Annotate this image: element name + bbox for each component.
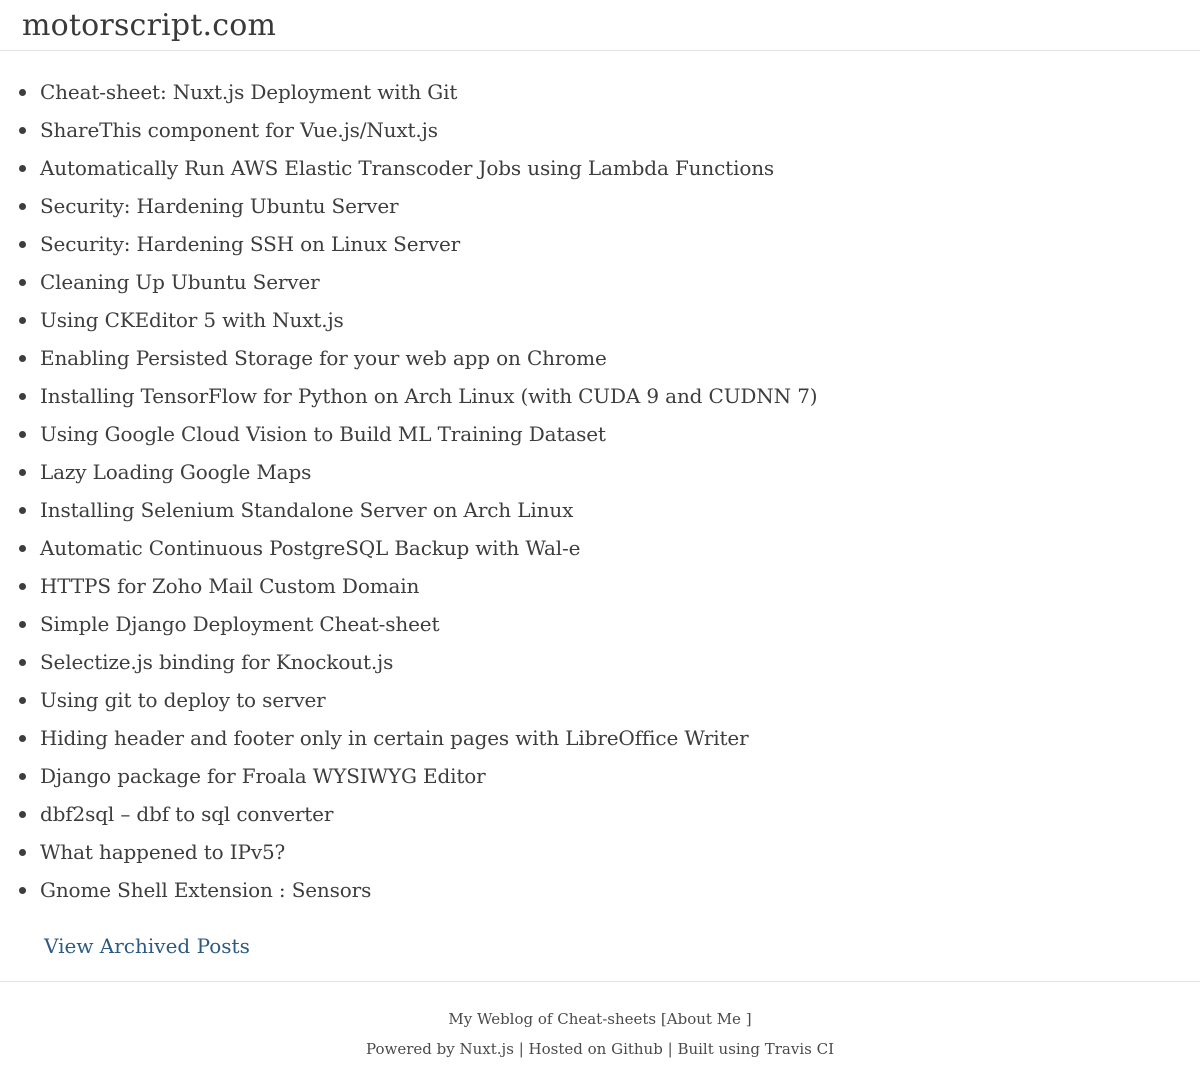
post-list-item	[0, 73, 1200, 111]
powered-by-text: Powered by	[366, 1040, 455, 1058]
bullet-icon	[19, 887, 26, 894]
bullet-icon	[19, 241, 26, 248]
post-list-item	[0, 757, 1200, 795]
bullet-icon	[19, 659, 26, 666]
post-list-item	[0, 871, 1200, 909]
post-link[interactable]: ShareThis component for Vue.js/Nuxt.js	[40, 118, 438, 142]
post-list-item	[0, 491, 1200, 529]
post-link[interactable]: HTTPS for Zoho Mail Custom Domain	[40, 574, 420, 598]
bullet-icon	[19, 811, 26, 818]
post-link[interactable]: dbf2sql – dbf to sql converter	[40, 802, 334, 826]
bullet-icon	[19, 203, 26, 210]
site-footer	[0, 981, 1200, 1086]
nuxtjs-link[interactable]: Nuxt.js	[459, 1040, 514, 1058]
bullet-icon	[19, 849, 26, 856]
post-list-item	[0, 453, 1200, 491]
post-link[interactable]: Automatic Continuous PostgreSQL Backup with Wal-e	[40, 536, 581, 560]
footer-credits-line	[0, 1038, 1200, 1060]
bullet-icon	[19, 621, 26, 628]
post-list-item	[0, 339, 1200, 377]
bullet-icon	[19, 773, 26, 780]
post-link[interactable]: Installing Selenium Standalone Server on Arch Linux	[40, 498, 574, 522]
bullet-icon	[19, 545, 26, 552]
post-link[interactable]: Selectize.js binding for Knockout.js	[40, 650, 394, 674]
post-list-item	[0, 795, 1200, 833]
post-link[interactable]: Hiding header and footer only in certain pages with LibreOffice Writer	[40, 726, 749, 750]
bullet-icon	[19, 127, 26, 134]
bullet-icon	[19, 317, 26, 324]
post-link[interactable]: Security: Hardening Ubuntu Server	[40, 194, 399, 218]
post-list-item	[0, 681, 1200, 719]
post-list-item	[0, 149, 1200, 187]
post-link[interactable]: Using git to deploy to server	[40, 688, 326, 712]
bullet-icon	[19, 279, 26, 286]
about-bracket-open: [	[660, 1010, 667, 1028]
built-using-text: Built using	[677, 1040, 760, 1058]
post-link[interactable]: Gnome Shell Extension : Sensors	[40, 878, 372, 902]
bullet-icon	[19, 469, 26, 476]
post-link[interactable]: Using CKEditor 5 with Nuxt.js	[40, 308, 344, 332]
post-list-item	[0, 719, 1200, 757]
about-bracket-close: ]	[745, 1010, 752, 1028]
post-link[interactable]: What happened to IPv5?	[40, 840, 286, 864]
post-link[interactable]: Simple Django Deployment Cheat-sheet	[40, 612, 440, 636]
post-list-item	[0, 415, 1200, 453]
bullet-icon	[19, 165, 26, 172]
bullet-icon	[19, 393, 26, 400]
footer-tagline: My Weblog of Cheat-sheets	[448, 1010, 657, 1028]
post-link[interactable]: Installing TensorFlow for Python on Arch Linux (with CUDA 9 and CUDNN 7)	[40, 384, 818, 408]
travis-ci-link[interactable]: Travis CI	[764, 1040, 834, 1058]
post-list-item	[0, 111, 1200, 149]
post-list	[0, 73, 1200, 909]
post-link[interactable]: Enabling Persisted Storage for your web app on Chrome	[40, 346, 607, 370]
post-link[interactable]: Automatically Run AWS Elastic Transcoder Jobs using Lambda Functions	[40, 156, 775, 180]
post-list-item	[0, 225, 1200, 263]
bullet-icon	[19, 735, 26, 742]
post-link[interactable]: Security: Hardening SSH on Linux Server	[40, 232, 461, 256]
post-link[interactable]: Cheat-sheet: Nuxt.js Deployment with Git	[40, 80, 458, 104]
bullet-icon	[19, 697, 26, 704]
site-title-link[interactable]: motorscript.com	[22, 8, 277, 43]
bullet-icon	[19, 89, 26, 96]
post-link[interactable]: Using Google Cloud Vision to Build ML Training Dataset	[40, 422, 606, 446]
post-link[interactable]: Lazy Loading Google Maps	[40, 460, 312, 484]
bullet-icon	[19, 507, 26, 514]
bullet-icon	[19, 583, 26, 590]
post-list-item	[0, 301, 1200, 339]
post-list-item	[0, 643, 1200, 681]
bullet-icon	[19, 431, 26, 438]
about-me-link[interactable]: About Me	[666, 1010, 741, 1028]
github-link[interactable]: Github	[611, 1040, 663, 1058]
site-header	[0, 0, 1200, 51]
post-list-item	[0, 263, 1200, 301]
footer-separator: |	[667, 1040, 673, 1058]
footer-separator: |	[518, 1040, 524, 1058]
post-list-item	[0, 529, 1200, 567]
post-list-item	[0, 605, 1200, 643]
post-link[interactable]: Cleaning Up Ubuntu Server	[40, 270, 320, 294]
footer-tagline-line	[0, 1008, 1200, 1030]
post-list-item	[0, 187, 1200, 225]
hosted-on-text: Hosted on	[528, 1040, 607, 1058]
bullet-icon	[19, 355, 26, 362]
post-list-item	[0, 567, 1200, 605]
post-list-item	[0, 833, 1200, 871]
post-list-item	[0, 377, 1200, 415]
view-archived-posts-link[interactable]: View Archived Posts	[44, 934, 250, 958]
post-link[interactable]: Django package for Froala WYSIWYG Editor	[40, 764, 486, 788]
